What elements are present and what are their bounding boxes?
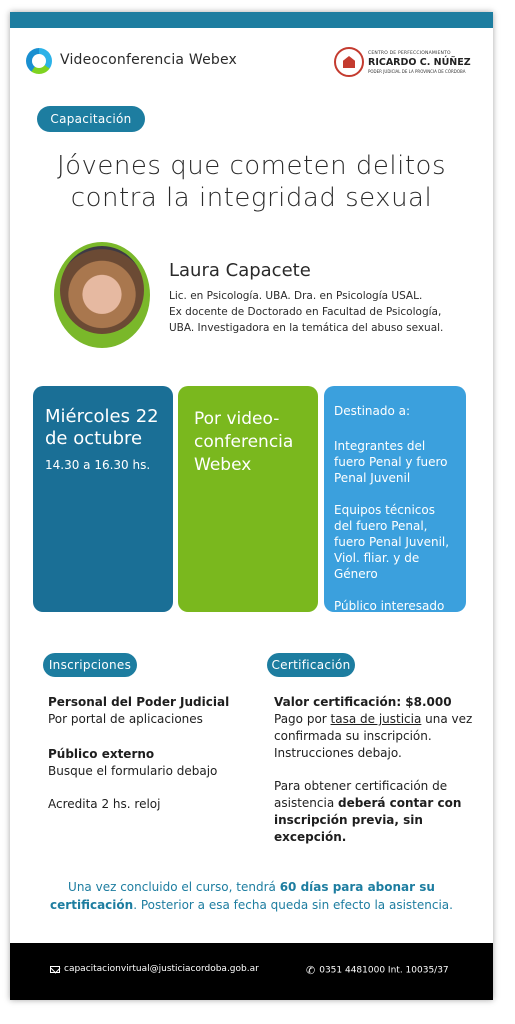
audience-item: Integrantes del fuero Penal y fuero Penal Juvenil	[334, 439, 448, 485]
bio-line: Lic. en Psicología. UBA. Dra. en Psicología USAL.	[169, 290, 423, 302]
inscripciones-tag: Inscripciones	[43, 653, 137, 677]
cert-value: Valor certificación: $8.000	[274, 695, 452, 709]
title-line-2: contra la integridad sexual	[70, 183, 433, 213]
tasa-justicia-link[interactable]: tasa de justicia	[330, 712, 422, 726]
flyer-card	[10, 12, 493, 1000]
title-line-1: Jóvenes que cometen delitos	[56, 151, 447, 181]
court-emblem-icon	[334, 47, 364, 77]
footer-email[interactable]	[50, 964, 259, 975]
mode-line-3: Webex	[194, 455, 252, 475]
audience-item: Equipos técnicos del fuero Penal, fuero Penal Juvenil, Viol. fliar. y de Género	[334, 503, 450, 581]
header-title: Videoconferencia Webex	[60, 52, 238, 68]
phone-icon: ✆	[306, 964, 316, 977]
footer	[10, 943, 493, 1000]
payment-deadline-notice	[40, 878, 463, 914]
notice-bold: 60 días para abonar su certificación	[50, 880, 435, 912]
cert-attendance	[274, 778, 474, 846]
mail-icon	[50, 966, 60, 973]
email-text[interactable]: capacitacionvirtual@justiciacordoba.gob.ar	[64, 964, 259, 974]
org-logo	[334, 47, 471, 81]
speaker-bio	[169, 288, 469, 336]
webex-logo-icon	[26, 48, 52, 74]
phone-text: 0351 4481000 Int. 10035/37	[319, 965, 449, 976]
pay-post: una vez confirmada su inscripción. Instrucciones debajo.	[274, 712, 473, 760]
att-pre: Para obtener certificación de asistencia	[274, 779, 448, 810]
page-title	[10, 150, 493, 214]
audience-item: Público interesado	[334, 599, 445, 613]
date-time: 14.30 a 16.30 hs.	[45, 458, 151, 472]
cert-payment	[274, 711, 474, 762]
org-line1: CENTRO DE PERFECCIONAMIENTO	[368, 51, 451, 56]
org-name: RICARDO C. NÚÑEZ	[368, 57, 471, 68]
group1-text: Por portal de aplicaciones	[48, 712, 203, 726]
att-bold: deberá contar con inscripción previa, sin excepción.	[274, 796, 462, 844]
certificacion-tag: Certificación	[267, 653, 355, 677]
footer-phone	[306, 964, 449, 977]
speaker-name: Laura Capacete	[169, 260, 311, 281]
inscripciones-section	[48, 694, 258, 813]
pay-pre: Pago por	[274, 712, 331, 726]
notice-pre: Una vez concluido el curso, tendrá	[68, 880, 280, 894]
audience-label: Destinado a:	[334, 404, 411, 418]
mode-line-2: conferencia	[194, 432, 294, 452]
certificacion-section	[274, 694, 474, 846]
bio-line: Ex docente de Doctorado en Facultad de Psicología,	[169, 306, 442, 318]
speaker-avatar	[54, 242, 150, 348]
audience-box	[324, 386, 466, 612]
capacitacion-tag: Capacitación	[37, 106, 145, 132]
notice-post: . Posterior a esa fecha queda sin efecto la asistencia.	[133, 898, 453, 912]
group1-title: Personal del Poder Judicial	[48, 695, 230, 709]
mode-box	[178, 386, 318, 612]
credit-note: Acredita 2 hs. reloj	[48, 797, 161, 811]
date-day-line-1: Miércoles 22	[45, 406, 159, 427]
date-day-line-2: de octubre	[45, 428, 143, 449]
group2-title: Público externo	[48, 747, 155, 761]
org-line3: PODER JUDICIAL DE LA PROVINCIA DE CÓRDOBA	[368, 69, 466, 74]
bio-line: UBA. Investigadora en la temática del abuso sexual.	[169, 322, 444, 334]
speaker-photo	[60, 246, 144, 334]
top-accent-bar	[10, 12, 493, 28]
mode-line-1: Por video-	[194, 409, 280, 429]
date-box	[33, 386, 173, 612]
group2-text: Busque el formulario debajo	[48, 764, 218, 778]
